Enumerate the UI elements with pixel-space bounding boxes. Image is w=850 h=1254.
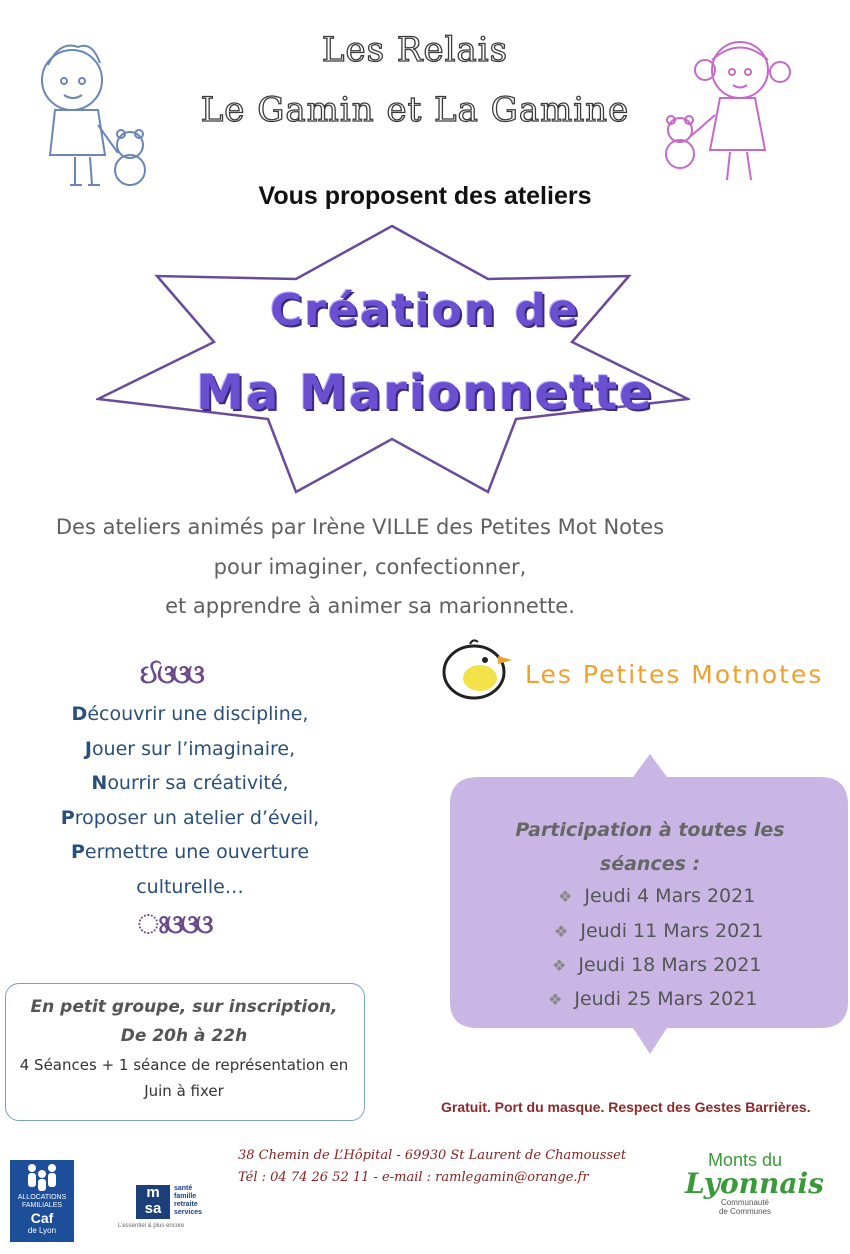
petites-motnotes-logo-text: Les Petites Motnotes [525,660,824,689]
bird-icon [440,638,520,700]
list-item: Nourrir sa créativité, [91,772,289,794]
msa-tagline: L’essentiel & plus encore [118,1223,185,1229]
msa-logo: m sa santé famille retraite services L’essentiel & plus encore [118,1184,203,1229]
ornament-top-icon: ઈଓଓଓ [140,660,202,690]
contact-phone-email: Tél : 04 74 26 52 11 - e-mail : ramlegamin@orange.fr [238,1170,589,1185]
intro-line-1: Des ateliers animés par Irène VILLE des Petites Mot Notes [55,515,665,539]
contact-address: 38 Chemin de L’Hôpital - 69930 St Laurent de Chamousset [238,1148,627,1163]
boy-illustration [30,35,160,195]
subtitle: Vous proposent des ateliers [258,182,592,210]
list-item: culturelle… [136,875,244,898]
info-line-1: En petit groupe, sur inscription, [30,997,338,1017]
diamond-bullet-icon: ❖ [554,922,569,941]
intro-line-2: pour imaginer, confectionner, [213,555,527,579]
intro-line-3: et apprendre à animer sa marionnette. [165,594,575,618]
notice-text: Gratuit. Port du masque. Respect des Gestes Barrières. [441,1099,811,1115]
sessions-label: Participation à toutes les séances : [515,819,785,875]
list-item: Découvrir une discipline, [71,703,309,725]
workshop-title-line-2: Ma Marionnette [196,365,654,421]
workshop-title-line-1: Création de [270,285,580,336]
session-date: ❖ Jeudi 18 Mars 2021 [552,954,762,976]
caf-text-1: ALLOCATIONS [17,1194,67,1201]
ornament-bottom-icon: ଃଓଓଓ [138,910,211,940]
monts-du-lyonnais-logo: Monts du Lyonnais Communauté de Communes [685,1150,824,1216]
msa-mark-icon: m sa [136,1185,170,1219]
info-line-3: 4 Séances + 1 séance de représentation en [19,1056,349,1074]
star-shape [96,224,690,494]
diamond-bullet-icon: ❖ [558,887,573,906]
info-line-4: Juin à fixer [144,1082,224,1100]
session-date: ❖ Jeudi 25 Mars 2021 [548,988,758,1010]
caf-figures-icon [10,1160,74,1194]
list-item: Jouer sur l’imaginaire, [84,737,296,760]
list-item: Permettre une ouverture [70,841,310,863]
caf-logo [10,1160,74,1242]
caf-text-2: FAMILIALES [21,1202,63,1209]
diamond-bullet-icon: ❖ [552,956,567,975]
session-date: ❖ Jeudi 11 Mars 2021 [554,920,764,942]
list-item: Proposer un atelier d’éveil, [60,806,320,829]
caf-text-4: de Lyon [27,1226,57,1235]
caf-text-3: Caf [30,1210,54,1226]
session-date: ❖ Jeudi 4 Mars 2021 [558,885,756,907]
diamond-bullet-icon: ❖ [548,990,563,1009]
goals-list [20,697,360,904]
info-line-2: De 20h à 22h [120,1026,248,1046]
title-line-1: Les Relais [321,30,509,70]
title-line-2: Le Gamin et La Gamine [200,90,630,130]
